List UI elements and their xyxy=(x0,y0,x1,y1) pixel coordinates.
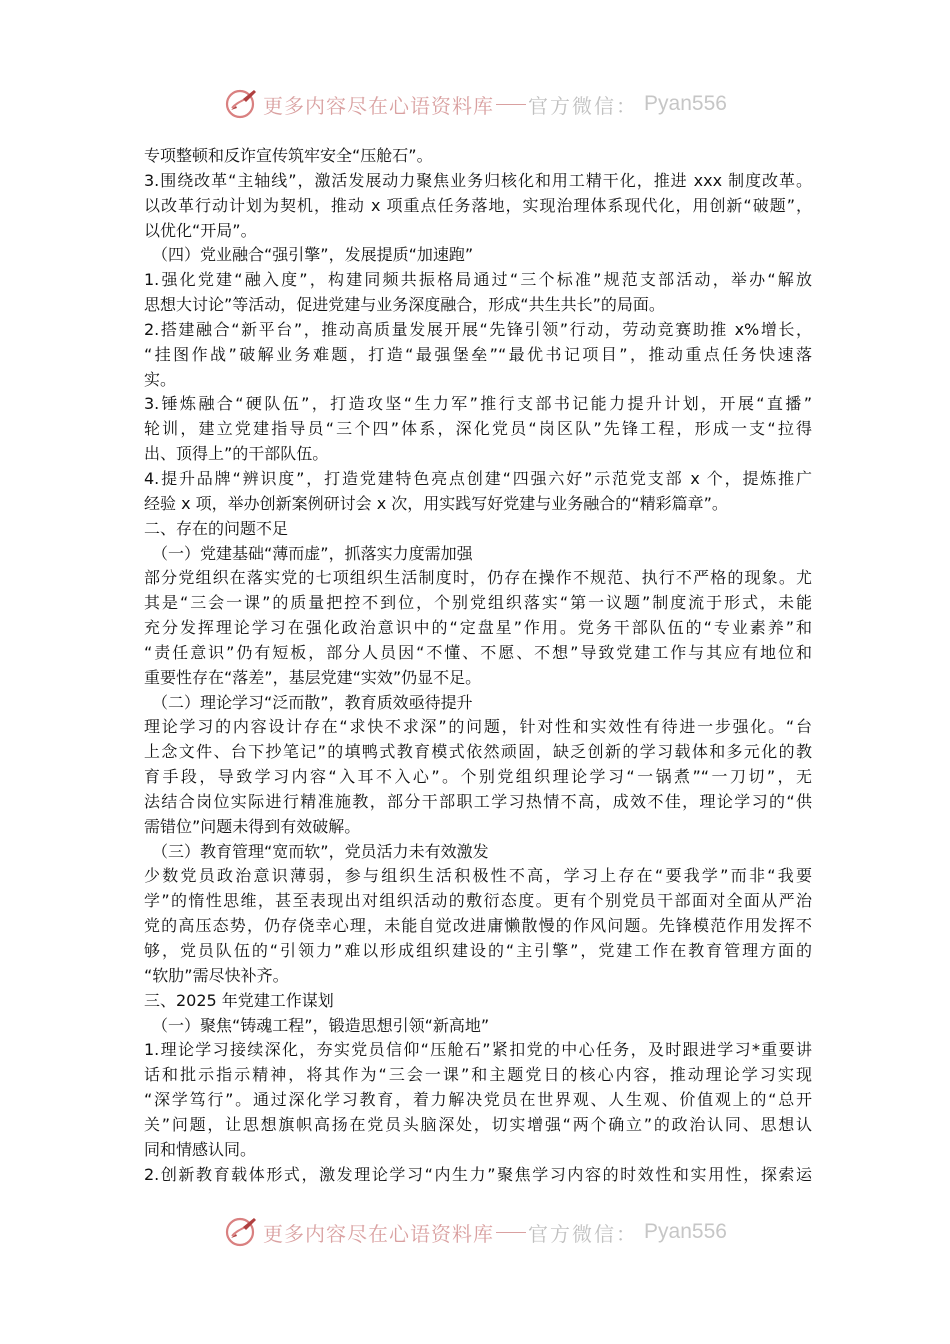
text-line: 2.搭建融合“新平台”，推动高质量发展开展“先锋引领”行动，劳动竞赛助推 x%增长， xyxy=(144,319,812,339)
text-line: 以优化“开局”。 xyxy=(144,220,257,240)
text-line: 经验 x 项，举办创新案例研讨会 x 次，用实践写好党建与业务融合的“精彩篇章”。 xyxy=(144,493,728,513)
pen-logo-icon xyxy=(223,1214,259,1250)
text-line: 法结合岗位实际进行精准施教，部分干部职工学习热情不高，成效不佳，理论学习的“供 xyxy=(144,791,812,811)
text-line: 育手段，导致学习内容“入耳不入心”。个别党组织理论学习“一锅煮”“一刀切”，无 xyxy=(144,767,812,787)
watermark-dash xyxy=(496,104,526,105)
watermark-header xyxy=(0,84,950,124)
text-line: 够，党员队伍的“引领力”难以形成组织建设的“主引擎”，党建工作在教育管理方面的 xyxy=(144,941,812,960)
text-line: 1.强化党建“融入度”，构建同频共振格局通过“三个标准”规范支部活动，举办“解放 xyxy=(144,270,812,290)
watermark-footer xyxy=(0,1212,950,1252)
section-heading: （一）党建基础“薄而虚”，抓落实力度需加强 xyxy=(152,543,473,563)
text-line: 轮训，建立党建指导员“三个四”体系，深化党员“岗区队”先锋工程，形成一支“拉得 xyxy=(144,419,812,439)
text-line: 专项整顿和反诈宣传筑牢安全“压舱石”。 xyxy=(144,146,433,165)
text-line: 关”问题，让思想旗帜高扬在党员头脑深处，切实增强“两个确立”的政治认同、思想认 xyxy=(144,1114,812,1134)
text-line: 少数党员政治意识薄弱，参与组织生活积极性不高，学习上存在“要我学”而非“我要 xyxy=(144,866,812,886)
text-line: 需错位”问题未得到有效破解。 xyxy=(144,816,361,836)
watermark-wechat-id: Pyan556 xyxy=(644,92,727,115)
section-heading: （一）聚焦“铸魂工程”，锻造思想引领“新高地” xyxy=(152,1015,490,1035)
text-line: 重要性存在“落差”，基层党建“实效”仍显不足。 xyxy=(144,667,482,687)
text-line: 充分发挥理论学习在强化政治意识中的“定盘星”作用。党务干部队伍的“专业素养”和 xyxy=(144,618,812,638)
watermark-text: 更多内容尽在心语资料库 xyxy=(263,93,495,118)
watermark-text: 更多内容尽在心语资料库 xyxy=(263,1221,495,1246)
text-line: 出、顶得上”的干部队伍。 xyxy=(144,444,329,464)
text-line: “软肋”需尽快补齐。 xyxy=(144,965,289,985)
text-line: 话和批示指示精神，将其作为“三会一课”和主题党日的核心内容，推动理论学习实现 xyxy=(144,1065,812,1085)
pen-logo-icon xyxy=(223,86,259,122)
chapter-heading: 三、2025 年党建工作谋划 xyxy=(144,990,334,1010)
text-line: 部分党组织在落实党的七项组织生活制度时，仍存在操作不规范、执行不严格的现象。尤 xyxy=(144,568,812,588)
section-heading: （三）教育管理“宽而软”，党员活力未有效激发 xyxy=(152,841,489,861)
text-line: 以改革行动计划为契机，推动 x 项重点任务落地，实现治理体系现代化，用创新“破题”， xyxy=(144,195,812,215)
watermark-official-label: 官方微信： xyxy=(528,93,639,118)
text-line: 4.提升品牌“辨识度”，打造党建特色亮点创建“四强六好”示范党支部 x 个，提炼推广 xyxy=(144,468,812,488)
chapter-heading: 二、存在的问题不足 xyxy=(144,518,289,538)
text-line: 上念文件、台下抄笔记”的填鸭式教育模式依然顽固，缺乏创新的学习载体和多元化的教 xyxy=(144,742,812,762)
text-line: 思想大讨论”等活动，促进党建与业务深度融合，形成“共生共长”的局面。 xyxy=(144,295,665,315)
text-line: 1.理论学习接续深化，夯实党员信仰“压舱石”紧扣党的中心任务，及时跟进学习*重要讲 xyxy=(144,1040,812,1060)
section-heading: （四）党业融合“强引擎”，发展提质“加速跑” xyxy=(152,245,474,265)
text-line: 3.锤炼融合“硬队伍”，打造攻坚“生力军”推行支部书记能力提升计划，开展“直播” xyxy=(144,394,812,414)
text-line: 实。 xyxy=(144,369,177,389)
text-line: 理论学习的内容设计存在“求快不求深”的问题，针对性和实效性有待进一步强化。“台 xyxy=(144,717,812,737)
text-line: 同和情感认同。 xyxy=(144,1139,257,1159)
text-line: “挂图作战”破解业务难题，打造“最强堡垒”“最优书记项目”，推动重点任务快速落 xyxy=(144,344,812,364)
text-line: 学”的惰性思维，甚至表现出对组织活动的敷衍态度。更有个别党员干部面对全面从严治 xyxy=(144,891,812,911)
watermark-wechat-id: Pyan556 xyxy=(644,1220,727,1243)
text-line: 其是“三会一课”的质量把控不到位，个别党组织落实“第一议题”制度流于形式，未能 xyxy=(144,593,812,613)
section-heading: （二）理论学习“泛而散”，教育质效亟待提升 xyxy=(152,692,473,712)
watermark-dash xyxy=(496,1232,526,1233)
text-line: 党的高压态势，仍存侥幸心理，未能自觉改进庸懒散慢的作风问题。先锋模范作用发挥不 xyxy=(144,916,812,936)
text-line: 3.围绕改革“主轴线”，激活发展动力聚焦业务归核化和用工精干化，推进 xxx 制度改革。 xyxy=(144,170,812,190)
text-line: 2.创新教育载体形式，激发理论学习“内生力”聚焦学习内容的时效性和实用性，探索运 xyxy=(144,1164,812,1184)
text-line: “深学笃行”。通过深化学习教育，着力解决党员在世界观、人生观、价值观上的“总开 xyxy=(144,1090,812,1110)
document-body xyxy=(144,144,812,1187)
watermark-official-label: 官方微信： xyxy=(528,1221,639,1246)
text-line: “责任意识”仍有短板，部分人员因“不懂、不愿、不想”导致党建工作与其应有地位和 xyxy=(144,642,812,662)
